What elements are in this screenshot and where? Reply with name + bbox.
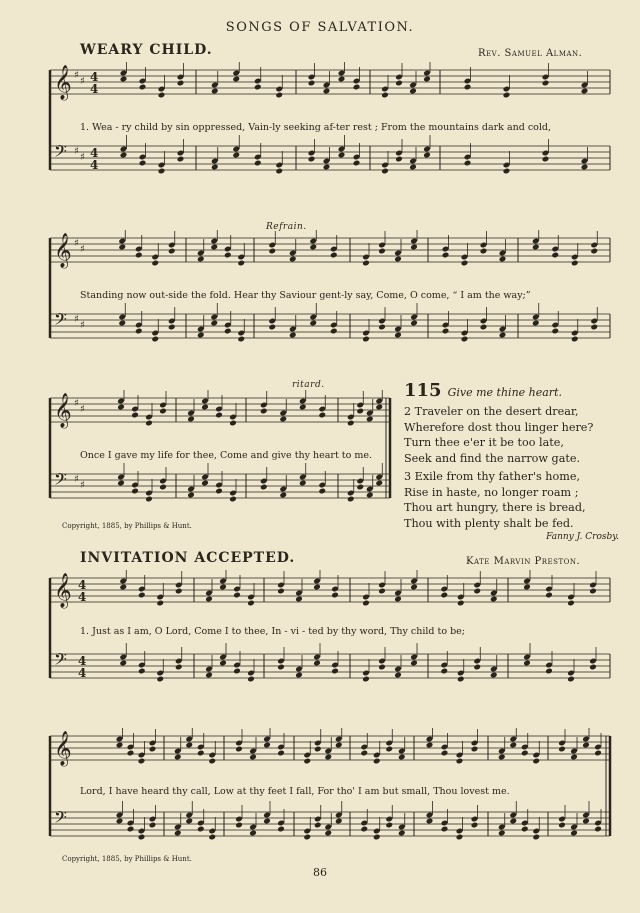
note-head: [410, 320, 418, 327]
note-head: [205, 596, 213, 603]
note-head: [260, 408, 268, 415]
note-head: [532, 834, 540, 841]
page-number: 86: [313, 866, 327, 879]
note-head: [277, 664, 285, 671]
note-head: [211, 88, 219, 95]
note-head: [490, 596, 498, 603]
treble-clef-icon: 𝄞: [54, 731, 72, 766]
note-head: [208, 758, 216, 765]
note-head: [318, 412, 326, 419]
note-head: [318, 488, 326, 495]
hymn-number: 115: [404, 380, 442, 401]
note-head: [237, 260, 245, 267]
lyric-line-3: Once I gave my life for thee, Come and give thy heart to me.: [80, 450, 373, 461]
note-head: [331, 668, 339, 675]
note-head: [545, 668, 553, 675]
note-head: [378, 588, 386, 595]
sharp-icon: ♯: [74, 398, 79, 409]
note-head: [289, 332, 297, 339]
note-head: [119, 660, 127, 667]
note-head: [151, 336, 159, 343]
note-head: [314, 746, 322, 753]
note-head: [120, 76, 128, 83]
note-head: [381, 92, 389, 99]
note-head: [158, 92, 166, 99]
note-head: [323, 88, 331, 95]
note-head: [338, 76, 346, 83]
note-head: [594, 750, 602, 757]
note-head: [582, 818, 590, 825]
note-head: [589, 664, 597, 671]
note-head: [235, 746, 243, 753]
lyric-line-5: Lord, I have heard thy call, Low at thy feet I fall, For tho' I am but small, Thou lovest me.: [80, 786, 510, 797]
note-head: [581, 88, 589, 95]
sharp-icon: ♯: [80, 320, 85, 331]
note-head: [324, 830, 332, 837]
note-head: [138, 592, 146, 599]
note-head: [187, 416, 195, 423]
note-head: [423, 152, 431, 159]
hymn-credit: Fanny J. Crosby.: [546, 532, 619, 542]
note-head: [254, 160, 262, 167]
note-head: [254, 84, 262, 91]
note-head: [590, 324, 598, 331]
note-head: [201, 404, 209, 411]
note-head: [313, 584, 321, 591]
note-head: [295, 596, 303, 603]
note-head: [330, 252, 338, 259]
note-head: [138, 834, 146, 841]
note-head: [168, 324, 176, 331]
note-head: [381, 168, 389, 175]
note-head: [347, 496, 355, 503]
note-head: [457, 600, 465, 607]
note-head: [277, 826, 285, 833]
note-head: [456, 834, 464, 841]
note-head: [131, 488, 139, 495]
time-sig-top: 4: [78, 578, 87, 592]
note-head: [532, 320, 540, 327]
note-head: [159, 484, 167, 491]
note-head: [314, 822, 322, 829]
treble-clef-icon: 𝄞: [54, 65, 72, 100]
note-head: [229, 420, 237, 427]
sharp-icon: ♯: [74, 146, 79, 157]
note-head: [324, 754, 332, 761]
note-head: [558, 822, 566, 829]
note-head: [353, 84, 361, 91]
note-head: [473, 588, 481, 595]
note-head: [174, 830, 182, 837]
time-sig-bottom: 4: [90, 82, 99, 96]
note-head: [331, 592, 339, 599]
note-head: [308, 80, 316, 87]
note-head: [378, 664, 386, 671]
note-head: [131, 412, 139, 419]
note-head: [521, 826, 529, 833]
note-head: [378, 324, 386, 331]
song-author-preston: Kate Marvin Preston.: [466, 556, 581, 567]
note-head: [551, 328, 559, 335]
note-head: [299, 480, 307, 487]
note-head: [362, 600, 370, 607]
bass-clef-icon: 𝄢: [54, 649, 67, 673]
note-head: [323, 164, 331, 171]
note-head: [362, 336, 370, 343]
note-head: [277, 750, 285, 757]
note-head: [558, 746, 566, 753]
note-head: [247, 676, 255, 683]
note-head: [116, 742, 124, 749]
note-head: [523, 660, 531, 667]
note-head: [570, 830, 578, 837]
lyric-line-4: 1. Just as I am, O Lord, Come I to thee, In - vi - ted by thy word, Thy child to be;: [80, 626, 465, 637]
note-head: [187, 492, 195, 499]
note-head: [338, 152, 346, 159]
sharp-icon: ♯: [80, 404, 85, 415]
verse-line: Rise in haste, no longer roam ;: [404, 485, 579, 499]
note-head: [268, 248, 276, 255]
note-head: [233, 668, 241, 675]
note-head: [581, 164, 589, 171]
note-head: [260, 484, 268, 491]
sharp-icon: ♯: [74, 70, 79, 81]
verse-line: Wherefore dost thou linger here?: [404, 420, 594, 434]
note-head: [394, 332, 402, 339]
note-head: [232, 76, 240, 83]
note-head: [410, 584, 418, 591]
note-head: [279, 492, 287, 499]
note-head: [498, 830, 506, 837]
note-head: [362, 260, 370, 267]
note-head: [158, 168, 166, 175]
note-head: [373, 834, 381, 841]
note-head: [461, 336, 469, 343]
note-head: [197, 256, 205, 263]
sharp-icon: ♯: [80, 480, 85, 491]
note-head: [398, 754, 406, 761]
note-head: [215, 488, 223, 495]
time-sig-bottom: 4: [78, 666, 87, 680]
note-head: [235, 822, 243, 829]
note-head: [457, 676, 465, 683]
note-head: [347, 420, 355, 427]
note-head: [127, 750, 135, 757]
note-head: [120, 152, 128, 159]
note-head: [441, 826, 449, 833]
note-head: [471, 746, 479, 753]
note-head: [159, 408, 167, 415]
sharp-icon: ♯: [80, 76, 85, 87]
bass-clef-icon: 𝄢: [54, 469, 67, 493]
note-head: [275, 168, 283, 175]
lyric-line-1: 1. Wea - ry child by sin oppressed, Vain-ly seeking af-ter rest ; From the mountains dark and cold,: [80, 122, 552, 133]
note-head: [509, 818, 517, 825]
note-head: [149, 822, 157, 829]
note-head: [156, 676, 164, 683]
note-head: [151, 260, 159, 267]
note-head: [503, 92, 511, 99]
refrain-label: Refrain.: [266, 222, 307, 232]
verse-line: Seek and find the narrow gate.: [404, 451, 581, 465]
note-head: [398, 830, 406, 837]
treble-clef-icon: 𝄞: [54, 393, 72, 428]
note-head: [138, 668, 146, 675]
note-head: [135, 328, 143, 335]
note-head: [509, 742, 517, 749]
note-head: [210, 244, 218, 251]
note-head: [279, 416, 287, 423]
note-head: [542, 156, 550, 163]
note-head: [197, 750, 205, 757]
note-head: [360, 826, 368, 833]
note-head: [168, 248, 176, 255]
note-head: [208, 834, 216, 841]
note-head: [145, 496, 153, 503]
verse-line: 2 Traveler on the desert drear,: [404, 405, 579, 418]
note-head: [299, 404, 307, 411]
note-head: [215, 412, 223, 419]
verse-2: [404, 404, 619, 466]
time-sig-top: 4: [90, 146, 99, 160]
verse-line: Turn thee e'er it be too late,: [404, 436, 564, 449]
note-head: [480, 324, 488, 331]
hymn-subtitle: Give me thine heart.: [447, 386, 562, 399]
note-head: [499, 256, 507, 263]
sharp-icon: ♯: [74, 474, 79, 485]
note-head: [426, 742, 434, 749]
sharp-icon: ♯: [80, 244, 85, 255]
note-head: [277, 588, 285, 595]
note-head: [442, 252, 450, 259]
note-head: [464, 84, 472, 91]
bass-clef-icon: 𝄢: [54, 807, 67, 831]
note-head: [224, 328, 232, 335]
note-head: [295, 672, 303, 679]
note-head: [461, 260, 469, 267]
note-head: [356, 484, 364, 491]
note-head: [532, 758, 540, 765]
note-head: [174, 754, 182, 761]
note-head: [229, 496, 237, 503]
note-head: [247, 600, 255, 607]
note-head: [289, 256, 297, 263]
note-head: [594, 826, 602, 833]
note-head: [499, 332, 507, 339]
note-head: [385, 822, 393, 829]
note-head: [117, 480, 125, 487]
verse-line: Thou with plenty shalt be fed.: [404, 516, 574, 530]
time-sig-top: 4: [90, 70, 99, 84]
note-head: [440, 592, 448, 599]
note-head: [330, 328, 338, 335]
note-head: [224, 252, 232, 259]
note-head: [570, 754, 578, 761]
note-head: [177, 156, 185, 163]
note-head: [117, 404, 125, 411]
note-head: [589, 588, 597, 595]
note-head: [309, 320, 317, 327]
note-head: [263, 742, 271, 749]
note-head: [308, 156, 316, 163]
note-head: [464, 160, 472, 167]
verse-line: 3 Exile from thy father's home,: [404, 470, 581, 483]
note-head: [335, 742, 343, 749]
note-head: [571, 260, 579, 267]
note-head: [119, 584, 127, 591]
note-head: [201, 480, 209, 487]
note-head: [197, 332, 205, 339]
note-head: [590, 248, 598, 255]
note-head: [237, 336, 245, 343]
note-head: [211, 164, 219, 171]
note-head: [275, 92, 283, 99]
note-head: [378, 248, 386, 255]
note-head: [442, 328, 450, 335]
note-head: [551, 252, 559, 259]
lyric-line-2: Standing now out-side the fold. Hear thy Saviour gent-ly say, Come, O come, “ I am the way;”: [80, 290, 531, 301]
treble-clef-icon: 𝄞: [54, 233, 72, 268]
note-head: [233, 592, 241, 599]
note-head: [149, 746, 157, 753]
note-head: [197, 826, 205, 833]
note-head: [394, 672, 402, 679]
time-sig-top: 4: [78, 654, 87, 668]
note-head: [375, 480, 383, 487]
note-head: [185, 818, 193, 825]
note-head: [249, 830, 257, 837]
note-head: [571, 336, 579, 343]
ritard-label: ritard.: [292, 380, 325, 390]
note-head: [385, 746, 393, 753]
note-head: [423, 76, 431, 83]
song-title-invitation-accepted: INVITATION ACCEPTED.: [80, 550, 296, 566]
bass-clef-icon: 𝄢: [54, 141, 67, 165]
hymn-115-block: [404, 380, 619, 542]
note-head: [177, 80, 185, 87]
note-head: [503, 168, 511, 175]
copyright-song1: Copyright, 1885, by Phillips & Hunt.: [62, 522, 192, 530]
note-head: [309, 244, 317, 251]
note-head: [480, 248, 488, 255]
note-head: [395, 80, 403, 87]
note-head: [116, 818, 124, 825]
note-head: [532, 244, 540, 251]
running-title: SONGS OF SALVATION.: [225, 20, 415, 35]
sharp-icon: ♯: [74, 314, 79, 325]
note-head: [356, 408, 364, 415]
note-head: [175, 588, 183, 595]
note-head: [409, 164, 417, 171]
note-head: [175, 664, 183, 671]
note-head: [395, 156, 403, 163]
sharp-icon: ♯: [74, 238, 79, 249]
note-head: [473, 664, 481, 671]
note-head: [523, 584, 531, 591]
note-head: [138, 758, 146, 765]
note-head: [440, 668, 448, 675]
song-title-weary-child: WEARY CHILD.: [80, 42, 213, 58]
verse-3: [404, 469, 619, 531]
note-head: [394, 596, 402, 603]
verse-line: Thou art hungry, there is bread,: [404, 501, 586, 514]
note-head: [249, 754, 257, 761]
note-head: [313, 660, 321, 667]
note-head: [219, 660, 227, 667]
note-head: [303, 758, 311, 765]
note-head: [441, 750, 449, 757]
note-head: [185, 742, 193, 749]
time-sig-bottom: 4: [78, 590, 87, 604]
note-head: [456, 758, 464, 765]
note-head: [567, 600, 575, 607]
note-head: [521, 750, 529, 757]
note-head: [471, 822, 479, 829]
bass-clef-icon: 𝄢: [54, 309, 67, 333]
note-head: [375, 404, 383, 411]
note-head: [567, 676, 575, 683]
note-head: [156, 600, 164, 607]
note-head: [498, 754, 506, 761]
note-head: [205, 672, 213, 679]
note-head: [335, 818, 343, 825]
note-head: [490, 672, 498, 679]
note-head: [127, 826, 135, 833]
note-head: [394, 256, 402, 263]
note-head: [118, 320, 126, 327]
song-author-alman: Rev. Samuel Alman.: [478, 48, 583, 59]
note-head: [366, 492, 374, 499]
copyright-song2: Copyright, 1885, by Phillips & Hunt.: [62, 855, 192, 863]
note-head: [410, 660, 418, 667]
treble-clef-icon: 𝄞: [54, 573, 72, 608]
note-head: [426, 818, 434, 825]
note-head: [210, 320, 218, 327]
note-head: [353, 160, 361, 167]
note-head: [582, 742, 590, 749]
note-head: [263, 818, 271, 825]
note-head: [373, 758, 381, 765]
note-head: [139, 160, 147, 167]
note-head: [409, 88, 417, 95]
note-head: [135, 252, 143, 259]
note-head: [303, 834, 311, 841]
note-head: [410, 244, 418, 251]
time-sig-bottom: 4: [90, 158, 99, 172]
note-head: [542, 80, 550, 87]
note-head: [219, 584, 227, 591]
note-head: [545, 592, 553, 599]
note-head: [360, 750, 368, 757]
note-head: [145, 420, 153, 427]
note-head: [362, 676, 370, 683]
note-head: [232, 152, 240, 159]
sharp-icon: ♯: [80, 152, 85, 163]
note-head: [268, 324, 276, 331]
note-head: [366, 416, 374, 423]
note-head: [139, 84, 147, 91]
note-head: [118, 244, 126, 251]
